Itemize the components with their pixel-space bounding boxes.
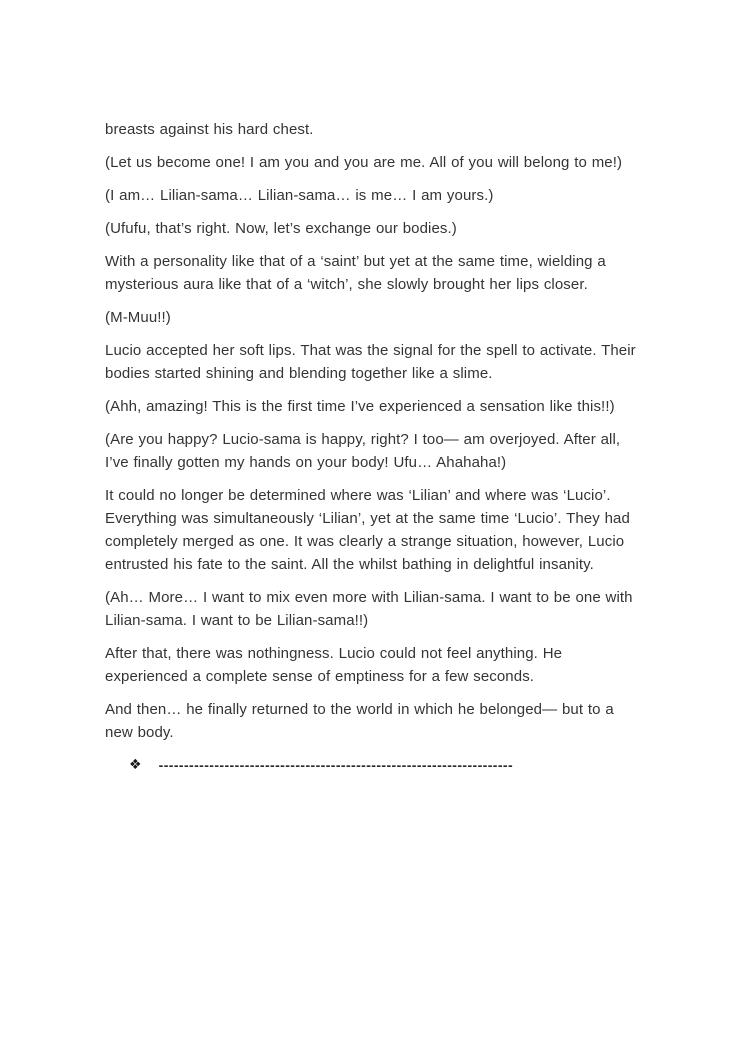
paragraph: (Ah… More… I want to mix even more with Lilian-sama. I want to be one with Lilian-sama. I want to be Lilian-sama!!)	[105, 589, 633, 629]
document-text-block	[105, 118, 637, 777]
paragraph: (Ahh, amazing! This is the first time I’ve experienced a sensation like this!!)	[105, 398, 615, 415]
paragraph: After that, there was nothingness. Lucio could not feel anything. He experienced a complete sense of emptiness for a few seconds.	[105, 645, 563, 685]
paragraph: With a personality like that of a ‘saint’ but yet at the same time, wielding a mysterious aura like that of a ‘witch’, she slowly brought her lips closer.	[105, 253, 606, 293]
diamond-bullet-icon: ❖	[129, 757, 142, 773]
paragraph: And then… he finally returned to the world in which he belonged— but to a new body.	[105, 701, 614, 741]
paragraph: (M-Muu!!)	[105, 309, 171, 326]
paragraph: (Let us become one! I am you and you are me. All of you will belong to me!)	[105, 154, 623, 171]
paragraph: Lucio accepted her soft lips. That was the signal for the spell to activate. Their bodies started shining and blending together like a slime.	[105, 342, 636, 382]
separator-dashes: ----------------------------------------------------------------------	[158, 757, 514, 773]
paragraph: (Ufufu, that’s right. Now, let’s exchange our bodies.)	[105, 220, 457, 237]
section-separator	[105, 754, 637, 777]
paragraph: (Are you happy? Lucio-sama is happy, right? I too— am overjoyed. After all, I’ve finally gotten my hands on your body! Ufu… Ahahaha!)	[105, 431, 621, 471]
paragraph: It could no longer be determined where was ‘Lilian’ and where was ‘Lucio’. Everything was simultaneously ‘Lilian’, yet at the same time ‘Lucio’. They had completely merged as one. It was clearly a strange situation, however, Lucio entrusted his fate to the saint. All the whilst bathing in delightful insanity.	[105, 487, 630, 573]
paragraph: breasts against his hard chest.	[105, 121, 314, 138]
paragraph: (I am… Lilian-sama… Lilian-sama… is me… I am yours.)	[105, 187, 494, 204]
